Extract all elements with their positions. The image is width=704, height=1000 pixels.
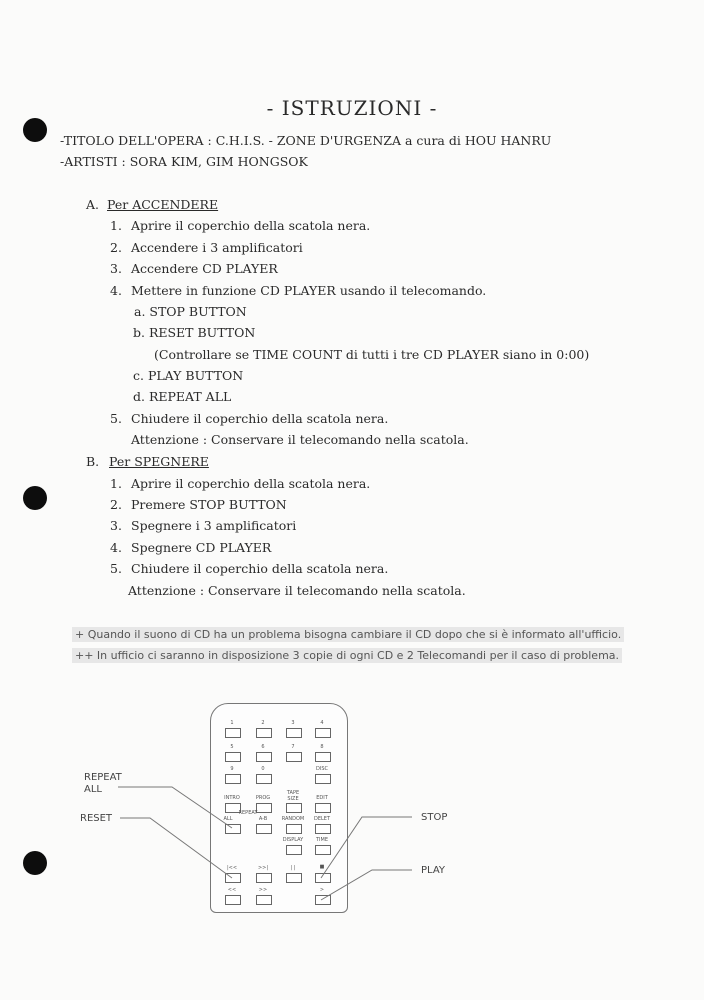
step-number: 5. [110,411,122,426]
key-label: 3 [291,720,295,726]
key-label: TAPE SIZE [286,790,300,802]
step-text: Spegnere i 3 amplificatori [131,518,297,533]
attention-note: Attenzione : Conservare il telecomando nella scatola. [131,432,469,447]
step-number: 2. [110,497,122,512]
callout-play: PLAY [421,865,446,876]
step-text: Aprire il coperchio della scatola nera. [131,218,371,233]
step-text: Mettere in funzione CD PLAYER usando il telecomando. [131,283,487,298]
key-label: 8 [320,744,324,750]
key-label: 2 [261,720,265,726]
key-label: DELET [313,816,330,822]
work-title-line: -TITOLO DELL'OPERA : C.H.I.S. - ZONE D'URGENZA a cura di HOU HANRU [60,133,552,148]
key-label: DISPLAY [282,837,304,843]
step-number: 3. [110,518,122,533]
key-label: 5 [230,744,234,750]
key-label: INTRO [224,795,240,801]
footnote-2: ++ In ufficio ci saranno in disposizione 3 copie di ogni CD e 2 Telecomandi per il caso di problema. [72,648,622,663]
substep: b. RESET BUTTON [133,325,256,340]
step-text: Chiudere il coperchio della scatola nera. [131,411,389,426]
step-text: Accendere i 3 amplificatori [131,240,303,255]
step-number: 5. [110,561,122,576]
key-label: DISC [316,766,328,772]
step-text: Chiudere il coperchio della scatola nera. [131,561,389,576]
key-label: RANDOM [281,816,305,822]
section-b-heading: Per SPEGNERE [109,454,209,469]
substep: c. PLAY BUTTON [133,368,244,383]
step-number: 2. [110,240,122,255]
page-title: - ISTRUZIONI - [266,96,438,120]
step-number: 1. [110,218,122,233]
key-label: 9 [230,766,234,772]
callout-reset: RESET [80,813,113,824]
key-label: 4 [320,720,324,726]
substep-note: (Controllare se TIME COUNT di tutti i tre CD PLAYER siano in 0:00) [154,347,590,362]
key-label: << [227,887,237,893]
key-label: |<< [226,865,238,871]
key-label: TIME [315,837,328,843]
step-number: 3. [110,261,122,276]
substep: a. STOP BUTTON [134,304,247,319]
section-b-letter: B. [86,454,100,469]
step-text: Aprire il coperchio della scatola nera. [131,476,371,491]
key-label: EDIT [316,795,328,801]
key-label: > [319,887,325,893]
key-label: 6 [261,744,265,750]
key-label: A-B [258,816,268,822]
key-label: PROG [255,795,271,801]
step-text: Spegnere CD PLAYER [131,540,272,555]
substep: d. REPEAT ALL [133,389,232,404]
step-number: 1. [110,476,122,491]
step-number: 4. [110,283,122,298]
key-label: >>| [257,865,269,871]
artists-line: -ARTISTI : SORA KIM, GIM HONGSOK [60,154,308,169]
key-label: 7 [291,744,295,750]
section-a-letter: A. [86,197,100,212]
key-label: >> [258,887,268,893]
key-label: REPEAT [238,810,258,816]
key-label: ■ [319,864,325,870]
key-label: ALL [223,816,233,822]
step-text: Premere STOP BUTTON [131,497,287,512]
step-number: 4. [110,540,122,555]
key-label: 0 [261,766,265,772]
callout-repeat-all: REPEAT ALL [84,772,122,795]
footnote-1: + Quando il suono di CD ha un problema bisogna cambiare il CD dopo che si è informato all'ufficio. [72,627,624,642]
section-a-heading: Per ACCENDERE [107,197,219,212]
key-label: 1 [230,720,234,726]
key-label: | | [290,865,296,871]
attention-note: Attenzione : Conservare il telecomando nella scatola. [128,583,466,598]
callout-stop: STOP [421,812,448,823]
step-text: Accendere CD PLAYER [131,261,278,276]
